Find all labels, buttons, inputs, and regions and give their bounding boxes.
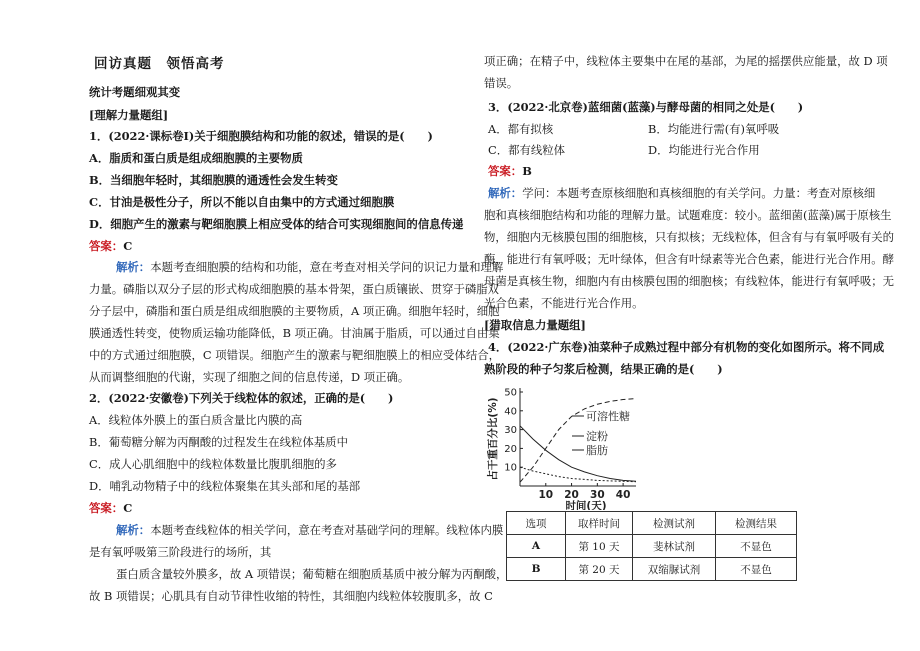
table-row (507, 558, 797, 581)
q2-option-b: B．葡萄糖分解为丙酮酸的过程发生在线粒体基质中 (89, 435, 348, 449)
y-tick-label: 40 (504, 406, 517, 418)
q4-result-table (506, 511, 797, 581)
answer-value: C (123, 501, 133, 515)
y-tick-label: 10 (504, 462, 517, 474)
series-label: 淀粉 (586, 430, 608, 443)
q3-stem: 3．(2022·北京卷)蓝细菌(蓝藻)与酵母菌的相同之处是( ) (488, 100, 804, 114)
series-label: 脂肪 (586, 444, 608, 457)
table-cell: 斐林试剂 (633, 535, 716, 558)
q1-explain-line: 膜通透性转变，使物质运输功能降低，B 项正确。甘油属于脂质，可以通过自由集 (89, 326, 500, 340)
q1-explain-line (116, 259, 503, 275)
table-cell: 第 20 天 (566, 558, 633, 581)
table-header-cell: 取样时间 (566, 512, 633, 535)
q4-stem: 4．(2022·广东卷)油菜种子成熟过程中部分有机物的变化如图所示。将不同成 (488, 340, 885, 354)
explain-text: 学问：本题考查原核细胞和真核细胞的有关学问。力量：考查对原核细 (522, 186, 876, 200)
table-header-cell: 检测结果 (716, 512, 797, 535)
q1-explain-line: 中的方式通过细胞膜，C 项错误。细胞产生的激素与靶细胞膜上的相应受体结合， (89, 348, 501, 362)
answer-value: B (522, 164, 532, 178)
explain-label: 解析： (116, 523, 151, 537)
q2-option-a: A．线粒体外膜上的蛋白质含量比内膜的高 (89, 413, 303, 427)
q3-explain-line: 光合色素，不能进行光合作用。 (484, 296, 644, 310)
x-tick-label: 40 (615, 489, 631, 501)
table-header-row (507, 512, 797, 535)
q3-explain-line: 母菌是真核生物，细胞内有由核膜包围的细胞核；有线粒体，能进行有氧呼吸；无 (484, 274, 895, 288)
q2-explain-continued: 项正确；在精子中，线粒体主要集中在尾的基部，为尾的摇摆供应能量，故 D 项 (484, 54, 888, 68)
q3-explain-line (488, 185, 875, 201)
x-tick-label: 10 (538, 489, 554, 501)
q3-option-d: D．均能进行光合作用 (648, 143, 760, 157)
q1-option-a: A．脂质和蛋白质是组成细胞膜的主要物质 (89, 151, 303, 165)
y-tick-label: 30 (504, 425, 517, 437)
answer-value: C (123, 239, 133, 253)
y-tick-label: 50 (504, 387, 517, 399)
q3-option-c: C．都有线粒体 (488, 143, 566, 157)
q4-stem: 熟阶段的种子匀浆后检测，结果正确的是( ) (484, 362, 723, 376)
explain-text: 本题考查线粒体的相关学问，意在考查对基础学问的理解。线粒体内膜 (150, 523, 504, 537)
q2-option-d: D．哺乳动物精子中的线粒体聚集在其头部和尾的基部 (89, 479, 361, 493)
q2-explain-continued: 错误。 (484, 76, 519, 90)
page-title: 回访真题 领悟高考 (94, 56, 225, 72)
x-tick-label: 20 (564, 489, 579, 501)
q2-explain-line: 蛋白质含量较外膜多，故 A 项错误；葡萄糖在细胞质基质中被分解为丙酮酸， (116, 567, 508, 581)
x-axis-label: 时间(天) (565, 500, 607, 510)
q3-explain-line: 胞和真核细胞结构和功能的理解力量。试题难度：较小。蓝细菌(蓝藻)属于原核生 (484, 208, 892, 222)
explain-label: 解析： (488, 186, 523, 200)
q3-option-a: A．都有拟核 (488, 122, 554, 136)
q1-explain-line: 从而调整细胞的代谢，实现了细胞之间的信息传递，D 项正确。 (89, 370, 410, 384)
x-tick-label: 30 (590, 489, 605, 501)
table-cell: 双缩脲试剂 (633, 558, 716, 581)
answer-label: 答案： (89, 501, 124, 515)
table-cell: 第 10 天 (566, 535, 633, 558)
series-line-0 (520, 426, 636, 482)
q2-stem: 2．(2022·安徽卷)下列关于线粒体的叙述，正确的是( ) (89, 391, 394, 405)
y-axis-label: 占干重百分比(%) (487, 397, 499, 481)
q2-explain-line: 是有氧呼吸第三阶段进行的场所，其 (89, 545, 272, 559)
q1-explain-line: 力量。磷脂以双分子层的形式构成细胞膜的基本骨架，蛋白质镶嵌、贯穿于磷脂双 (89, 282, 500, 296)
q3-answer (488, 163, 532, 179)
q2-explain-line (116, 522, 503, 538)
q2-explain-line: 故 B 项错误；心肌具有自动节律性收缩的特性，其细胞内线粒体较腹肌多，故 C (89, 589, 493, 603)
q3-option-b: B．均能进行需(有)氧呼吸 (648, 122, 780, 136)
q1-stem: 1．(2022·课标卷Ⅰ)关于细胞膜结构和功能的叙述，错误的是( ) (89, 129, 433, 143)
explain-label: 解析： (116, 260, 151, 274)
table-cell: A (507, 535, 566, 558)
section-heading-understanding: [理解力量题组] (89, 108, 169, 122)
q2-option-c: C．成人心肌细胞中的线粒体数量比腹肌细胞的多 (89, 457, 337, 471)
explain-text: 本题考查细胞膜的结构和功能，意在考查对相关学问的识记力量和理解 (150, 260, 504, 274)
q1-option-b: B．当细胞年轻时，其细胞膜的通透性会发生转变 (89, 173, 338, 187)
subtitle: 统计考题细观其变 (89, 85, 181, 99)
answer-label: 答案： (488, 164, 523, 178)
q1-answer (89, 238, 132, 254)
series-label: 可溶性糖 (586, 410, 630, 423)
answer-label: 答案： (89, 239, 124, 253)
table-header-cell: 检测试剂 (633, 512, 716, 535)
q4-line-chart (482, 380, 652, 510)
q3-explain-line: 酶，能进行有氧呼吸；无叶绿体，但含有叶绿素等光合色素，能进行光合作用。酵 (484, 252, 895, 266)
q3-explain-line: 物，细胞内无核膜包围的细胞核，只有拟核；无线粒体，但含有与有氧呼吸有关的 (484, 230, 895, 244)
section-heading-info: [猎取信息力量题组] (484, 318, 586, 332)
table-cell: 不显色 (716, 535, 797, 558)
table-header-cell: 选项 (507, 512, 566, 535)
table-row (507, 535, 797, 558)
q1-option-c: C．甘油是极性分子，所以不能以自由集中的方式通过细胞膜 (89, 195, 395, 209)
q2-answer (89, 500, 132, 516)
q1-explain-line: 分子层中，磷脂和蛋白质是组成细胞膜的主要物质，A 项正确。细胞年轻时，细胞 (89, 304, 500, 318)
y-tick-label: 20 (504, 443, 517, 455)
q1-option-d: D．细胞产生的激素与靶细胞膜上相应受体的结合可实现细胞间的信息传递 (89, 217, 464, 231)
table-cell: 不显色 (716, 558, 797, 581)
table-cell: B (507, 558, 566, 581)
